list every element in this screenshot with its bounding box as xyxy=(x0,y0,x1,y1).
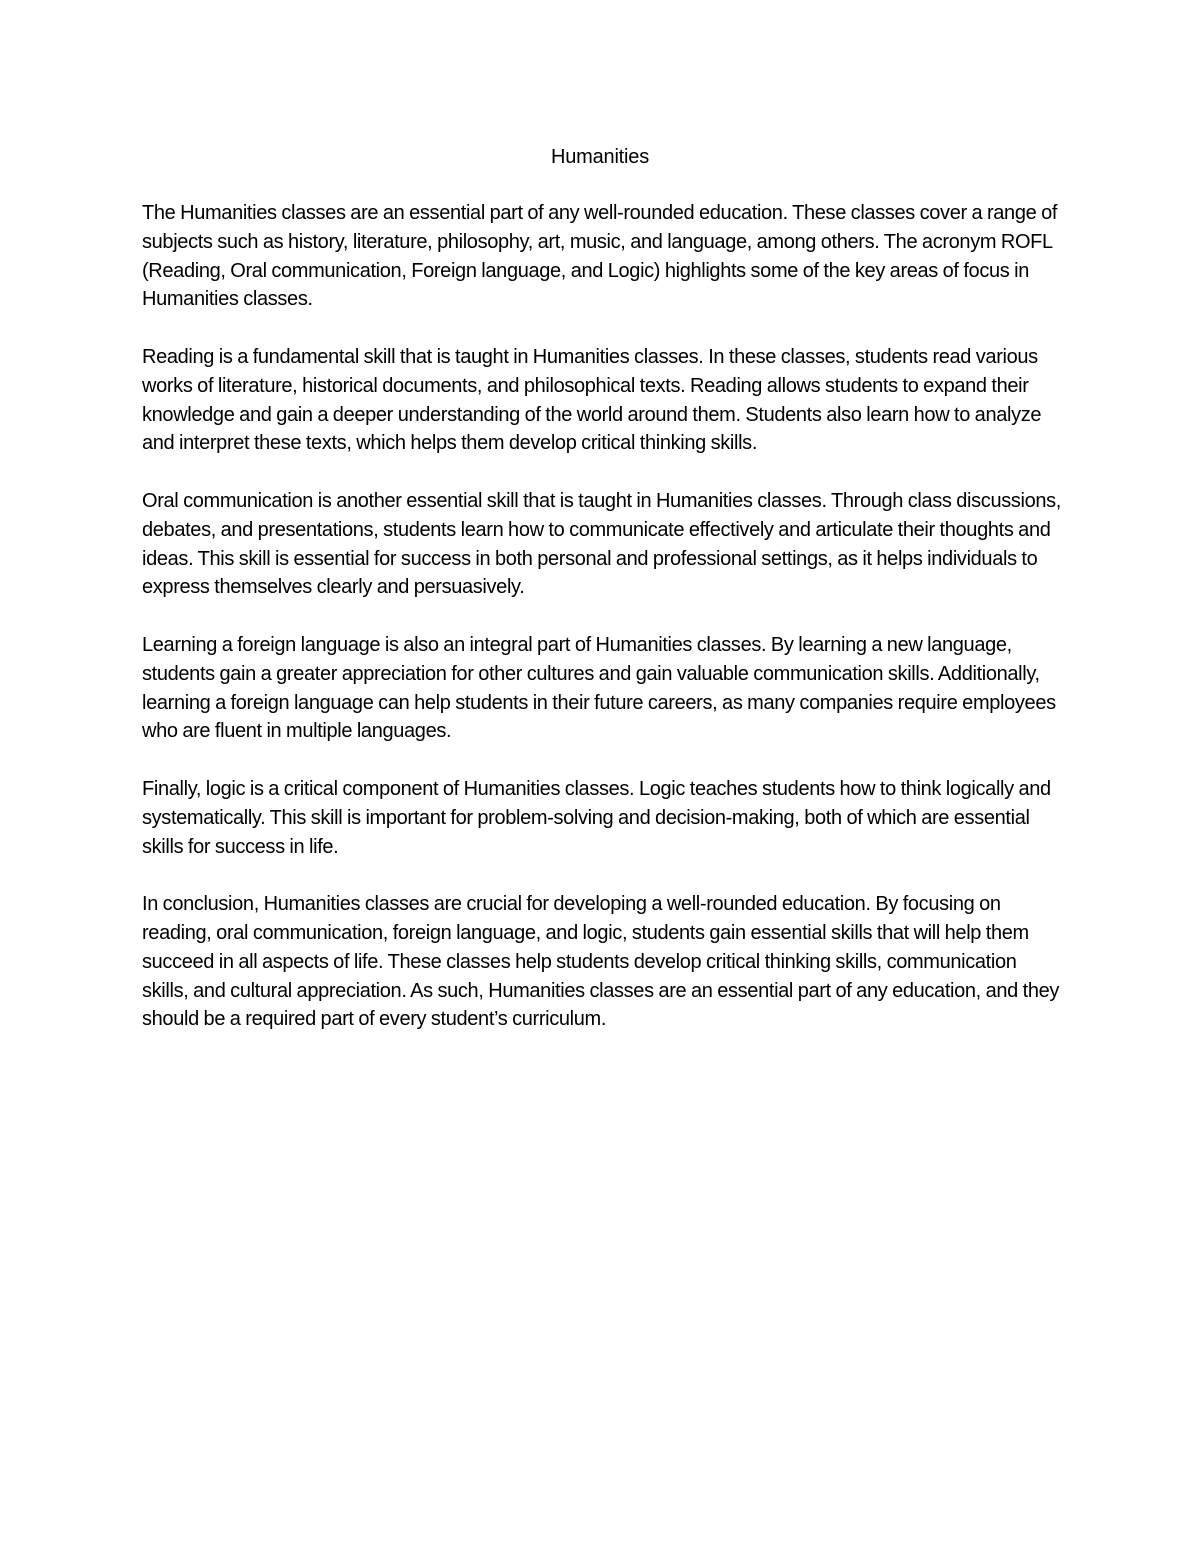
paragraph-oral-communication: Oral communication is another essential skill that is taught in Humanities classes. Through class discussions, debates, and presentations, students learn how to communicate effectively and articulate their thoughts and ideas. This skill is essential for success in both personal and professional settings, as it helps individuals to express themselves clearly and persuasively. xyxy=(142,489,1062,599)
paragraph-reading: Reading is a fundamental skill that is taught in Humanities classes. In these classes, students read various works of literature, historical documents, and philosophical texts. Reading allows students to expand their knowledge and gain a deeper understanding of the world around them. Students also learn how to analyze and interpret these texts, which helps them develop critical thinking skills. xyxy=(142,345,1042,455)
paragraph-intro: The Humanities classes are an essential part of any well-rounded education. These classes cover a range of subjects such as history, literature, philosophy, art, music, and language, among others. The acronym ROFL (Reading, Oral communication, Foreign language, and Logic) highlights some of the key areas of focus in Humanities classes. xyxy=(142,202,1058,311)
document-body xyxy=(142,199,1064,1063)
paragraph-foreign-language: Learning a foreign language is also an integral part of Humanities classes. By learning a new language, students gain a greater appreciation for other cultures and gain valuable communication skills. Additionally, learning a foreign language can help students in their future careers, as many companies require employees who are fluent in multiple languages. xyxy=(142,633,1056,743)
paragraph-conclusion: In conclusion, Humanities classes are crucial for developing a well-rounded education. By focusing on reading, oral communication, foreign language, and logic, students gain essential skills that will help them succeed in all aspects of life. These classes help students develop critical thinking skills, communication skills, and cultural appreciation. As such, Humanities classes are an essential part of any education, and they should be a required part of every student’s curriculum. xyxy=(142,893,1060,1031)
document-title: Humanities xyxy=(550,146,650,168)
paragraph-logic: Finally, logic is a critical component of Humanities classes. Logic teaches students how to think logically and systematically. This skill is important for problem-solving and decision-making, both of which are essential skills for success in life. xyxy=(142,777,1051,858)
